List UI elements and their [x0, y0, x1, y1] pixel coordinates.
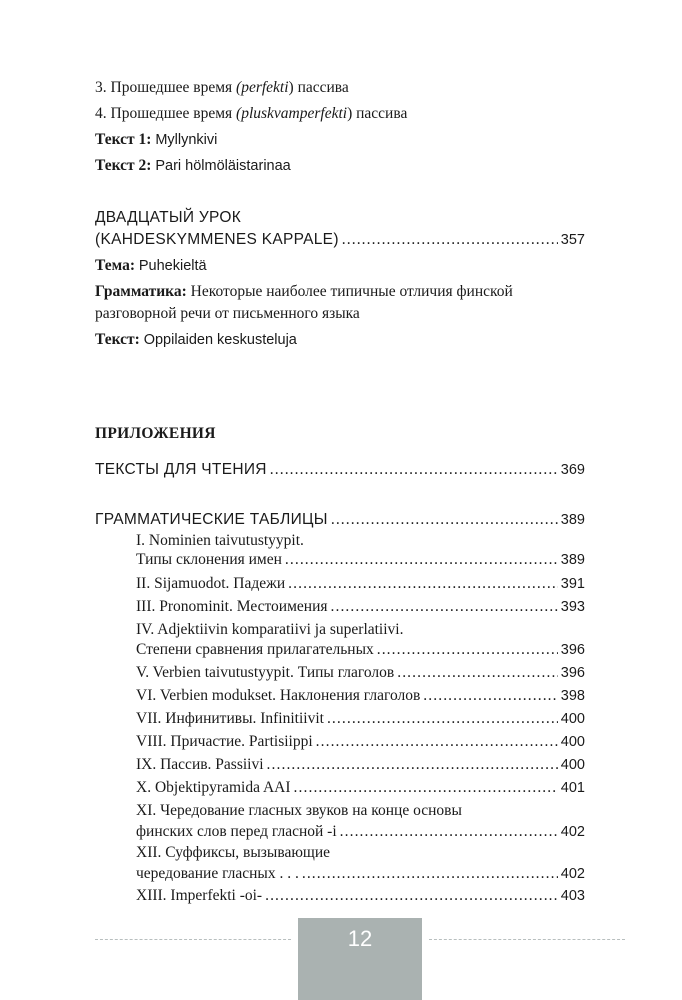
lesson19-item-3: 3. Прошедшее время (perfekti) пассива	[95, 79, 349, 96]
toc-entry-table-12[interactable]: чередование гласных . . . ..... 402	[136, 864, 585, 884]
toc-entry-table-5[interactable]: V. Verbien taivutustyypit. Типы глаголов ..... 396	[136, 663, 585, 683]
toc-entry-table-2[interactable]: II. Sijamuodot. Падежи ..... 391	[136, 574, 585, 594]
toc-entry-table-13[interactable]: XIII. Imperfekti -oi- ..... 403	[136, 886, 585, 906]
toc-entry-reading-texts[interactable]: ТЕКСТЫ ДЛЯ ЧТЕНИЯ ..... 369	[95, 460, 585, 480]
lesson19-item-4: 4. Прошедшее время (pluskvamperfekti) пассива	[95, 105, 408, 122]
toc-entry-table-3[interactable]: III. Pronominit. Местоимения ..... 393	[136, 597, 585, 617]
page-number-box	[298, 918, 422, 1000]
page-number: 357	[560, 232, 585, 248]
toc-entry-table-8[interactable]: VIII. Причастие. Partisiippi ..... 400	[136, 732, 585, 752]
toc-entry-grammar-tables[interactable]: ГРАММАТИЧЕСКИЕ ТАБЛИЦЫ ..... 389	[95, 510, 585, 530]
leader-dots	[294, 778, 558, 798]
lesson19-text-2: Текст 2: Pari hölmöläistarinaa	[95, 157, 291, 174]
table-entry-4-line1: IV. Adjektiivin komparatiivi ja superlatiivi.	[136, 621, 404, 638]
lesson19-text-1: Текст 1: Myllynkivi	[95, 131, 218, 148]
leader-dots	[327, 709, 558, 729]
toc-entry-table-4[interactable]: Степени сравнения прилагательных ..... 396	[136, 640, 585, 660]
table-entry-1-line1: I. Nominien taivutustyypit.	[136, 532, 304, 549]
lesson20-grammar-line2: разговорной речи от письменного языка	[95, 305, 360, 322]
page-number: 369	[560, 462, 585, 478]
leader-dots	[285, 550, 558, 570]
table-entry-11-line1: XI. Чередование гласных звуков на конце основы	[136, 802, 462, 819]
lesson20-text: Текст: Oppilaiden keskusteluja	[95, 331, 297, 348]
footer-divider-right	[429, 939, 625, 940]
toc-entry-table-11[interactable]: финских слов перед гласной -i ..... 402	[136, 822, 585, 842]
leader-dots	[397, 663, 558, 683]
leader-dots	[331, 510, 558, 530]
page-number: 389	[560, 512, 585, 528]
appendix-heading: ПРИЛОЖЕНИЯ	[95, 425, 216, 442]
leader-dots	[340, 822, 558, 842]
leader-dots	[377, 640, 558, 660]
leader-dots	[288, 574, 558, 594]
leader-dots	[316, 732, 558, 752]
toc-entry-table-6[interactable]: VI. Verbien modukset. Наклонения глаголов ..... 398	[136, 686, 585, 706]
leader-dots	[302, 864, 558, 884]
leader-dots	[423, 686, 558, 706]
lesson20-title: ДВАДЦАТЫЙ УРОК	[95, 209, 242, 226]
leader-dots	[342, 230, 558, 250]
leader-dots	[331, 597, 558, 617]
toc-entry-table-10[interactable]: X. Objektipyramida AAI ..... 401	[136, 778, 585, 798]
footer-page-number: 12	[347, 926, 373, 951]
leader-dots	[270, 460, 558, 480]
lesson20-theme: Тема: Puhekieltä	[95, 257, 207, 274]
lesson20-subtitle: (KAHDESKYMMENES KAPPALE)	[95, 231, 339, 248]
table-entry-12-line1: XII. Суффиксы, вызывающие	[136, 844, 331, 861]
toc-entry-table-1[interactable]: Типы склонения имен ..... 389	[136, 550, 585, 570]
footer-divider-left	[95, 939, 291, 940]
lesson20-grammar: Грамматика: Некоторые наиболее типичные отличия финской	[95, 283, 513, 300]
leader-dots	[265, 886, 558, 906]
toc-entry-table-7[interactable]: VII. Инфинитивы. Infinitiivit ..... 400	[136, 709, 585, 729]
toc-entry-table-9[interactable]: IX. Пассив. Passiivi ..... 400	[136, 755, 585, 775]
toc-entry-lesson20[interactable]	[95, 230, 585, 250]
leader-dots	[267, 755, 558, 775]
